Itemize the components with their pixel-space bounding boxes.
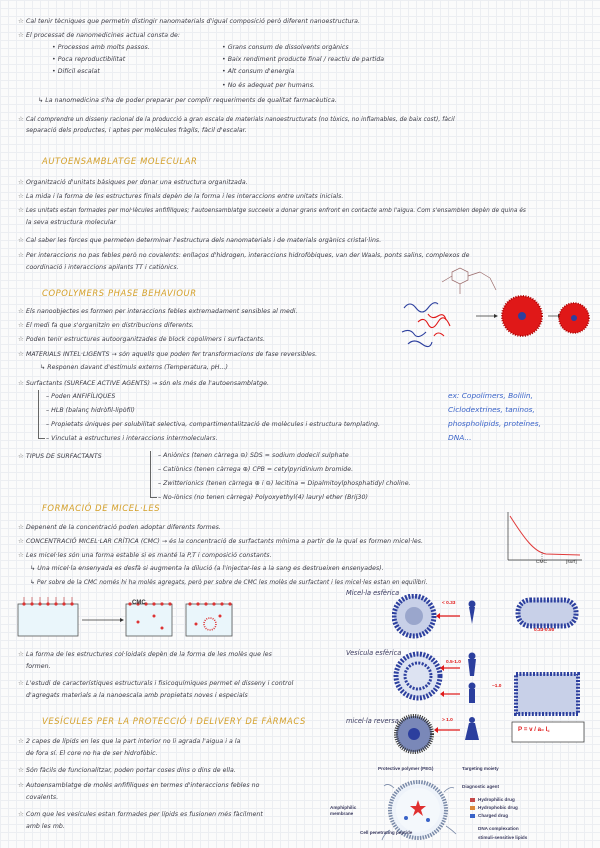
label-protective-polymer: Protective polymer (PEG) [378, 766, 434, 771]
s4-line-4: ☆ Autoensamblatge de molès anfifíliques en termes d'interaccions febles no [18, 781, 260, 789]
intro-line-1: ☆ Cal tenir tècniques que permetin distingir nanomaterials d'igual composició però diferent nanoestructura. [18, 17, 360, 25]
s1-line-3: ☆ Les unitats estan formades per mol·lècules anfifíliques; l'autoensamblatge succeeix a donar grans enfront en contacte amb l'aigua. Com s'ensamblen depèn de quina és [18, 206, 527, 214]
micelle-shapes-figure [392, 594, 592, 762]
s3-line-3: ☆ Les micel·les són una forma estable si es manté la P,T i composició constants. [18, 551, 272, 559]
s1-line-1: ☆ Organització d'unitats bàsiques per donar una estructura organitzada. [18, 178, 248, 186]
ratio-bilayer: ~1.0 [492, 684, 502, 689]
copolymer-micelle-figure [398, 286, 590, 362]
legend-charged: Charged drug [478, 813, 509, 818]
type-nonionic: – No-iònics (no tenen càrrega) Polyoxyethyl(4) lauryl ether (Brij30) [158, 494, 368, 501]
s1-line-5: ☆ Cal saber les forces que permeten determinar l'estructura dels nanomaterials i de materials orgànics cristal·lins. [18, 236, 382, 244]
s2-sub-4: – Vinculat a estructures i interaccions intermoleculars. [46, 435, 218, 442]
types-brace [150, 451, 157, 498]
label-micela-esferica: Micel·la esfèrica [346, 589, 400, 597]
intro-right-4: • No és adequat per humans. [222, 82, 315, 89]
s4-line-3: ☆ Són fàcils de funcionalitzar, poden portar coses dins o dins de ella. [18, 766, 236, 774]
examples-note-4: DNA... [448, 433, 472, 442]
section-title-micelles: FORMACIÓ DE MICEL·LES [42, 503, 161, 513]
s3-line-9: d'agregats materials a la nanoescala amb propietats noves i especials [26, 692, 248, 699]
legend-hydrophobic: Hydrophobic drug [478, 805, 518, 810]
examples-note-1: ex: Copolímers, Bolilin, [448, 391, 533, 400]
s3-line-1: ☆ Depenent de la concentració poden adoptar diferents formes. [18, 523, 221, 531]
s1-line-2: ☆ La mida i la forma de les estructures finals depèn de la forma i les interaccions entre unitats inicials. [18, 192, 344, 200]
section-title-copolymers: COPOLYMERS PHASE BEHAVIOUR [42, 288, 197, 298]
label-targeting-moiety: Targeting moiety [462, 766, 499, 771]
intro-line-4: ☆ Cal comprendre un disseny racional de la producció a gran escala de materials nanoestructurats (no tòxics, no inflamables, de baix cost), fàcil [18, 115, 455, 123]
s2-sub-2: – HLB (balanç hidròfil-lipòfil) [46, 407, 135, 414]
surfactant-brace [38, 390, 45, 439]
beaker-cmc-figure [14, 594, 236, 640]
cmc-label: CMC [536, 560, 547, 565]
packing-parameter: P = v / a₀ l꜀ [518, 726, 550, 733]
legend-hydrophilic: Hydrophilic drug [478, 797, 515, 802]
intro-left-1: • Processos amb molts passos. [52, 44, 150, 51]
intro-line-5: separació dels productes, i aptes per molècules fràgils, fàcil d'escalar. [26, 127, 247, 134]
s2-line-3: ☆ Poden tenir estructures autoorganitzades de block copolímers i surfactants. [18, 335, 265, 343]
s4-line-7: amb les mb. [26, 823, 65, 830]
intro-right-3: • Alt consum d'energia [222, 68, 295, 75]
section-title-autoensamblatge: AUTOENSAMBLATGE MOLECULAR [42, 156, 198, 166]
intro-line-3: ↳ La nanomedicina s'ha de poder preparar per complir requeriments de qualitat farmacèutica. [38, 97, 337, 104]
s2-line-4: ☆ MATERIALS INTEL·LIGENTS → són aquells que poden fer transformacions de fase reversibles. [18, 350, 318, 358]
s4-line-2: de fora sí. El core no ha de ser hidrofòbic. [26, 750, 158, 757]
s2-line-types: ☆ TIPUS DE SURFACTANTS [18, 452, 102, 460]
label-vesicula: Vesícula esfèrica [346, 649, 402, 657]
s3-line-6: ☆ La forma de les estructures col·loidals depèn de la forma de les molès que les [18, 650, 272, 658]
s2-sub-3: – Propietats úniques per solubilitat selectiva, compartimentalització de molècules i estructura templating. [46, 421, 381, 428]
ratio-sphere: < 0.33 [442, 601, 456, 606]
intro-right-2: • Baix rendiment producte final / reactiu de partida [222, 56, 385, 63]
label-dna-complexation: DNA complexation [478, 826, 519, 831]
type-cationic: – Catiònics (tenen càrrega ⊕) CPB = cetylpyridinium bromide. [158, 466, 354, 473]
intro-left-2: • Poca reproductibilitat [52, 56, 126, 63]
label-amphiphilic-membrane: Amphiphilic membrane [330, 805, 357, 816]
s3-line-5: ↳ Per sobre de la CMC només hi ha molès agregats, però per sobre de CMC les molès de surfactant i les micel·les estan en equilibri. [30, 580, 428, 586]
s2-sub-1: – Poden ANFIFÍLIQUES [46, 393, 116, 400]
s3-line-7: formen. [26, 663, 51, 670]
examples-note-3: phospholipids, proteïnes, [448, 419, 541, 428]
label-micela-reversa: micel·la reversa [346, 717, 399, 725]
type-zwitterionic: – Zwitterionics (tenen càrrega ⊕ i ⊖) lecitina = Dipalmitoylphosphatidyl choline. [158, 480, 411, 487]
section-title-vesicules: VESÍCULES PER LA PROTECCIÓ I DELIVERY DE FÀRMACS [42, 716, 306, 726]
s1-line-6: ☆ Per interaccions no pas febles però no covalents: enllaços d'hidrogen, interaccions hidrofòbiques, van der Waals, ponts salins, complexos de [18, 251, 470, 259]
label-stimuli-lipids: stimuli-sensitive lipids [478, 835, 528, 840]
intro-left-3: • Difícil escalat [52, 68, 100, 75]
s2-line-2: ☆ El medi fa que s'organitzin en distribucions diferents. [18, 321, 194, 329]
label-diagnostic-agent: Diagnostic agent [462, 784, 500, 789]
s4-line-5: covalents. [26, 794, 59, 801]
examples-note-2: Ciclodextrines, taninos, [448, 405, 535, 414]
s3-line-2: ☆ CONCENTRACIÓ MICEL·LAR CRÍTICA (CMC) → és la concentració de surfactants mínima a partir de la qual es formen micel·les. [18, 537, 424, 545]
ratio-vesicle: 0.5-1.0 [446, 660, 461, 665]
s4-line-6: ☆ Com que les vesícules estan formades per lípids es fusionen més fàcilment [18, 810, 263, 818]
s1-line-7: coordinació i interaccions apilants TT i catiònics. [26, 264, 179, 271]
type-anionic: – Aniònics (tenen càrrega ⊖) SDS = sodium dodecil sulphate [158, 452, 349, 459]
s1-line-4: la seva estructura molecular [26, 219, 117, 226]
s2-line-5: ↳ Responen davant d'estímuls externs (Temperatura, pH...) [40, 364, 229, 371]
s3-line-4: ↳ Una micel·la ensenyada es desfà si augmenta la dilució (a l'injectar-les a la sang es destrueixen ensenyades). [30, 565, 384, 572]
s4-line-1: ☆ 2 capes de lípids en les que la part interior no li agrada l'aigua i a la [18, 737, 241, 745]
ratio-cylinder: 0.33-0.50 [534, 628, 555, 633]
s3-line-8: ☆ L'estudi de característiques estructurals i fisicoquímiques permet el disseny i control [18, 679, 294, 687]
ratio-reverse: > 1.0 [442, 718, 453, 723]
cmc-axis-label: [surf] [566, 560, 577, 565]
s2-line-6: ☆ Surfactants (SURFACE ACTIVE AGENTS) → són els més de l'autoensamblatge. [18, 379, 269, 387]
label-cell-penetrating: Cell penetrating peptide [360, 830, 413, 835]
intro-right-1: • Grans consum de dissolvents orgànics [222, 44, 349, 51]
beaker-cmc-label: CMC [132, 600, 146, 606]
s2-line-1: ☆ Els nanoobjectes es formen per interaccions febles extremadament sensibles al medi. [18, 307, 298, 315]
intro-line-2: ☆ El processat de nanomedicines actual consta de: [18, 31, 181, 39]
